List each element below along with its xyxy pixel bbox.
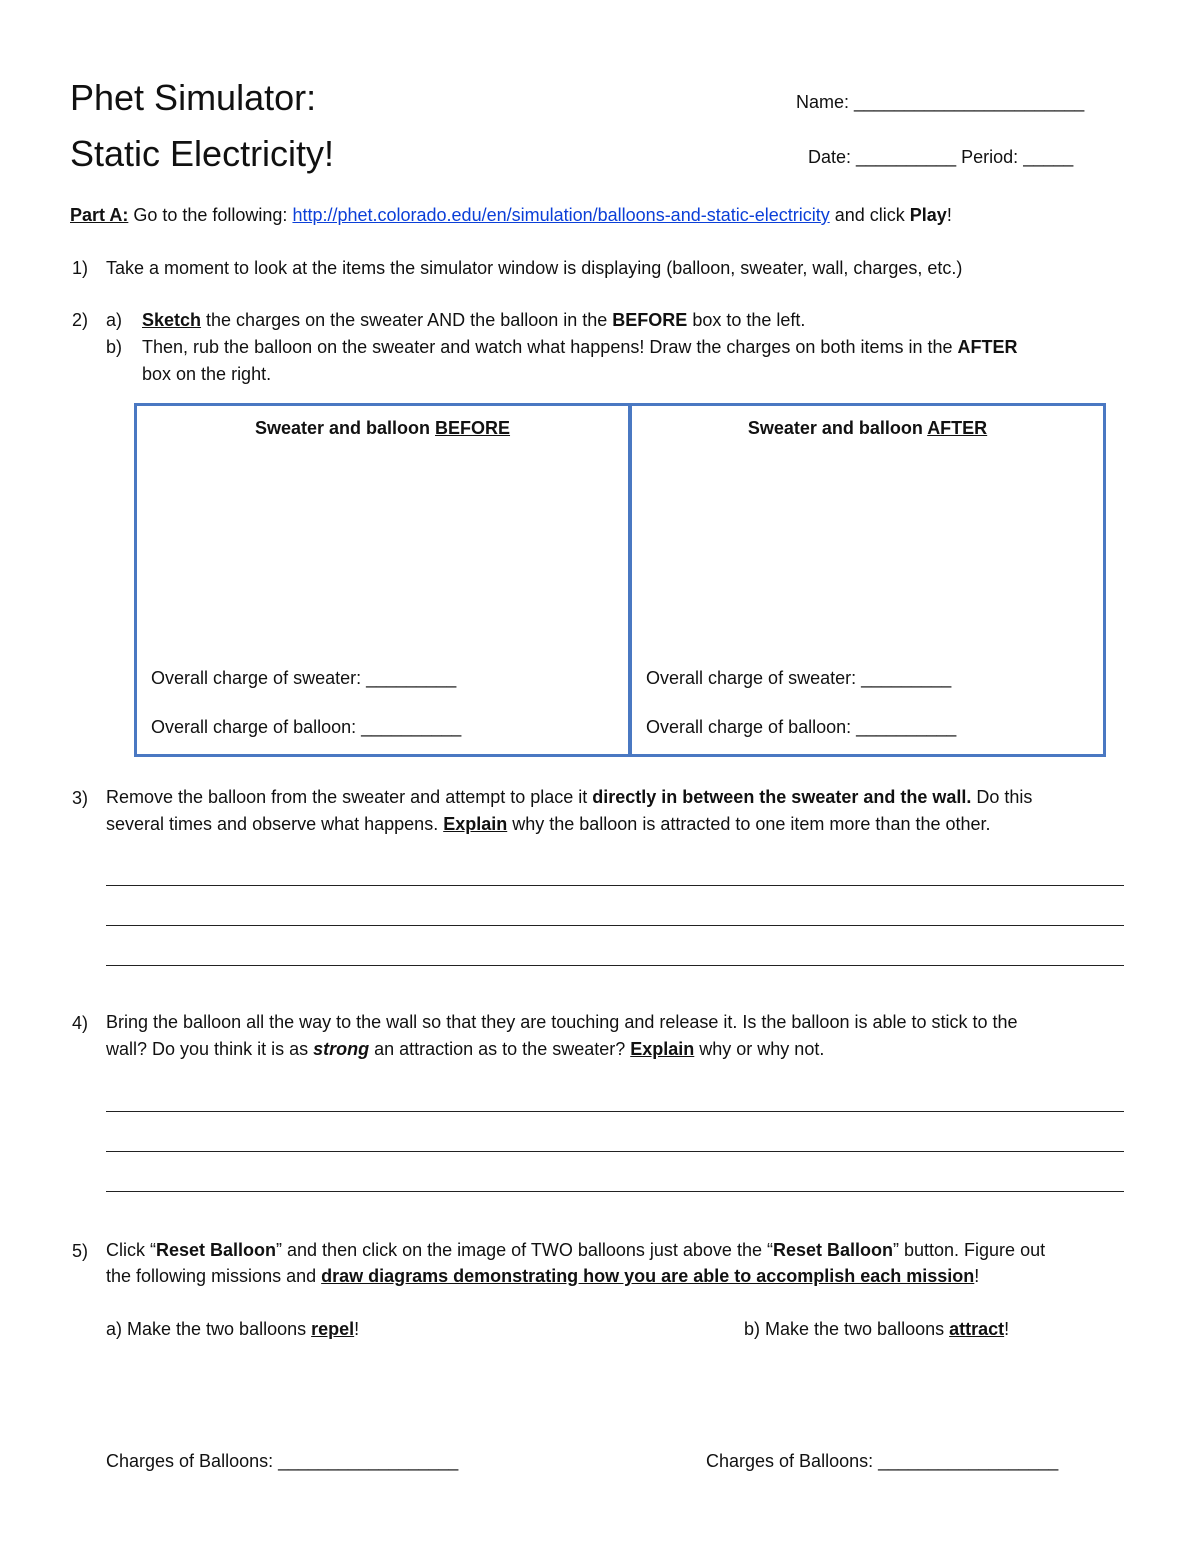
- strong-keyword: strong: [313, 1039, 370, 1059]
- after-sweater-charge[interactable]: [646, 668, 951, 689]
- before-head-key: BEFORE: [435, 418, 511, 438]
- before-box-heading: [137, 418, 628, 439]
- page-title-line1: Phet Simulator:: [70, 77, 317, 118]
- attract-keyword: attract: [949, 1319, 1005, 1339]
- play-keyword: Play: [909, 205, 947, 225]
- name-field[interactable]: [796, 89, 1084, 115]
- period-blank[interactable]: _____: [1023, 147, 1074, 167]
- mission-a-end: !: [354, 1319, 360, 1339]
- charges-blank[interactable]: __________________: [278, 1451, 459, 1471]
- date-period-row: [808, 144, 1073, 170]
- q3-bold: directly in between the sweater and the wall.: [592, 787, 972, 807]
- question-4-number: 4): [72, 1013, 89, 1033]
- question-3-text-line1: [106, 784, 1032, 811]
- q3-text: Remove the balloon from the sweater and attempt to place it: [106, 787, 593, 807]
- charges-blank[interactable]: __________________: [878, 1451, 1059, 1471]
- before-balloon-charge[interactable]: [151, 717, 461, 738]
- q3-line2-end: why the balloon is attracted to one item more than the other.: [507, 814, 991, 834]
- part-a-instruction: [70, 202, 952, 228]
- reset-balloon-keyword: Reset Balloon: [772, 1240, 893, 1260]
- question-2b-text-line2: box on the right.: [142, 364, 272, 384]
- question-5-text-line2: [106, 1263, 979, 1290]
- question-1-text: Take a moment to look at the items the simulator window is displaying (balloon, sweater, wall, charges, etc.): [106, 258, 963, 278]
- sweater-charge-blank[interactable]: _________: [366, 668, 457, 688]
- date-label: Date:: [808, 147, 857, 167]
- q5-l1c: ” button. Figure out: [893, 1240, 1046, 1260]
- answer-line[interactable]: [106, 965, 1124, 966]
- after-box-heading: [632, 418, 1103, 439]
- q4-line2-mid: an attraction as to the sweater?: [369, 1039, 631, 1059]
- q3-line2-start: several times and observe what happens.: [106, 814, 444, 834]
- question-5-number: 5): [72, 1241, 89, 1261]
- sketch-keyword: Sketch: [142, 310, 202, 330]
- q3-text-end: Do this: [971, 787, 1033, 807]
- after-head-prefix: Sweater and balloon: [747, 418, 928, 438]
- name-blank[interactable]: _______________________: [854, 92, 1085, 112]
- part-a-label: Part A:: [70, 205, 129, 225]
- period-label: Period:: [956, 147, 1024, 167]
- after-balloon-charge[interactable]: [646, 717, 956, 738]
- answer-line[interactable]: [106, 1191, 1124, 1192]
- charges-label: Charges of Balloons:: [106, 1451, 279, 1471]
- before-head-prefix: Sweater and balloon: [254, 418, 436, 438]
- repel-keyword: repel: [311, 1319, 355, 1339]
- question-2b-label: b): [106, 337, 123, 357]
- balloon-charge-blank[interactable]: __________: [856, 717, 957, 737]
- charges-of-balloons-b[interactable]: [706, 1448, 1058, 1474]
- mission-b-text: b) Make the two balloons: [744, 1319, 950, 1339]
- question-1-number: 1): [72, 258, 89, 278]
- q2a-end: box to the left.: [687, 310, 806, 330]
- balloon-charge-blank[interactable]: __________: [361, 717, 462, 737]
- answer-line[interactable]: [106, 925, 1124, 926]
- before-sweater-charge[interactable]: [151, 668, 456, 689]
- question-2b-text: [142, 334, 1018, 360]
- sweater-charge-label: Overall charge of sweater:: [646, 668, 862, 688]
- sweater-charge-label: Overall charge of sweater:: [151, 668, 367, 688]
- q5-l2end: !: [974, 1266, 980, 1286]
- q4-line2-start: wall? Do you think it is as: [106, 1039, 314, 1059]
- simulation-link[interactable]: http://phet.colorado.edu/en/simulation/balloons-and-static-electricity: [292, 205, 830, 225]
- answer-line[interactable]: [106, 885, 1124, 886]
- question-3-number: 3): [72, 788, 89, 808]
- answer-line[interactable]: [106, 1111, 1124, 1112]
- before-box[interactable]: [134, 403, 631, 757]
- question-2a-text: [142, 307, 805, 333]
- q5-l1b: ” and then click on the image of TWO balloons just above the “: [276, 1240, 773, 1260]
- part-a-text: Go to the following:: [128, 205, 293, 225]
- question-5-text-line1: [106, 1237, 1045, 1264]
- balloon-charge-label: Overall charge of balloon:: [151, 717, 362, 737]
- question-2a-label: a): [106, 310, 123, 330]
- mission-b-end: !: [1004, 1319, 1010, 1339]
- before-keyword: BEFORE: [612, 310, 688, 330]
- charges-label: Charges of Balloons:: [706, 1451, 879, 1471]
- question-2-number: 2): [72, 310, 89, 330]
- explain-keyword: Explain: [443, 814, 508, 834]
- after-box[interactable]: [629, 403, 1106, 757]
- mission-a-text: a) Make the two balloons: [106, 1319, 312, 1339]
- after-head-key: AFTER: [927, 418, 988, 438]
- q4-line2-end: why or why not.: [694, 1039, 825, 1059]
- question-4-text-line2: [106, 1036, 824, 1063]
- part-a-text-mid: and click: [829, 205, 910, 225]
- q5-mission-bold: draw diagrams demonstrating how you are able to accomplish each mission: [321, 1266, 975, 1286]
- after-keyword: AFTER: [957, 337, 1018, 357]
- q2a-mid: the charges on the sweater AND the balloon in the: [201, 310, 613, 330]
- answer-line[interactable]: [106, 1151, 1124, 1152]
- explain-keyword: Explain: [630, 1039, 695, 1059]
- sweater-charge-blank[interactable]: _________: [861, 668, 952, 688]
- page-title-line2: Static Electricity!: [70, 133, 335, 174]
- charges-of-balloons-a[interactable]: [106, 1448, 458, 1474]
- question-4-text-line1: Bring the balloon all the way to the wall so that they are touching and release it. Is the balloon is able to stick to the: [106, 1012, 1018, 1032]
- name-label: Name:: [796, 92, 855, 112]
- balloon-charge-label: Overall charge of balloon:: [646, 717, 857, 737]
- mission-a: [106, 1316, 359, 1342]
- q5-l1a: Click “: [106, 1240, 156, 1260]
- date-blank[interactable]: __________: [856, 147, 957, 167]
- q5-l2a: the following missions and: [106, 1266, 322, 1286]
- question-3-text-line2: [106, 811, 991, 838]
- q2b-text: Then, rub the balloon on the sweater and watch what happens! Draw the charges on both items in the: [142, 337, 958, 357]
- mission-b: [744, 1316, 1009, 1342]
- reset-balloon-keyword: Reset Balloon: [156, 1240, 277, 1260]
- part-a-text-end: !: [946, 205, 952, 225]
